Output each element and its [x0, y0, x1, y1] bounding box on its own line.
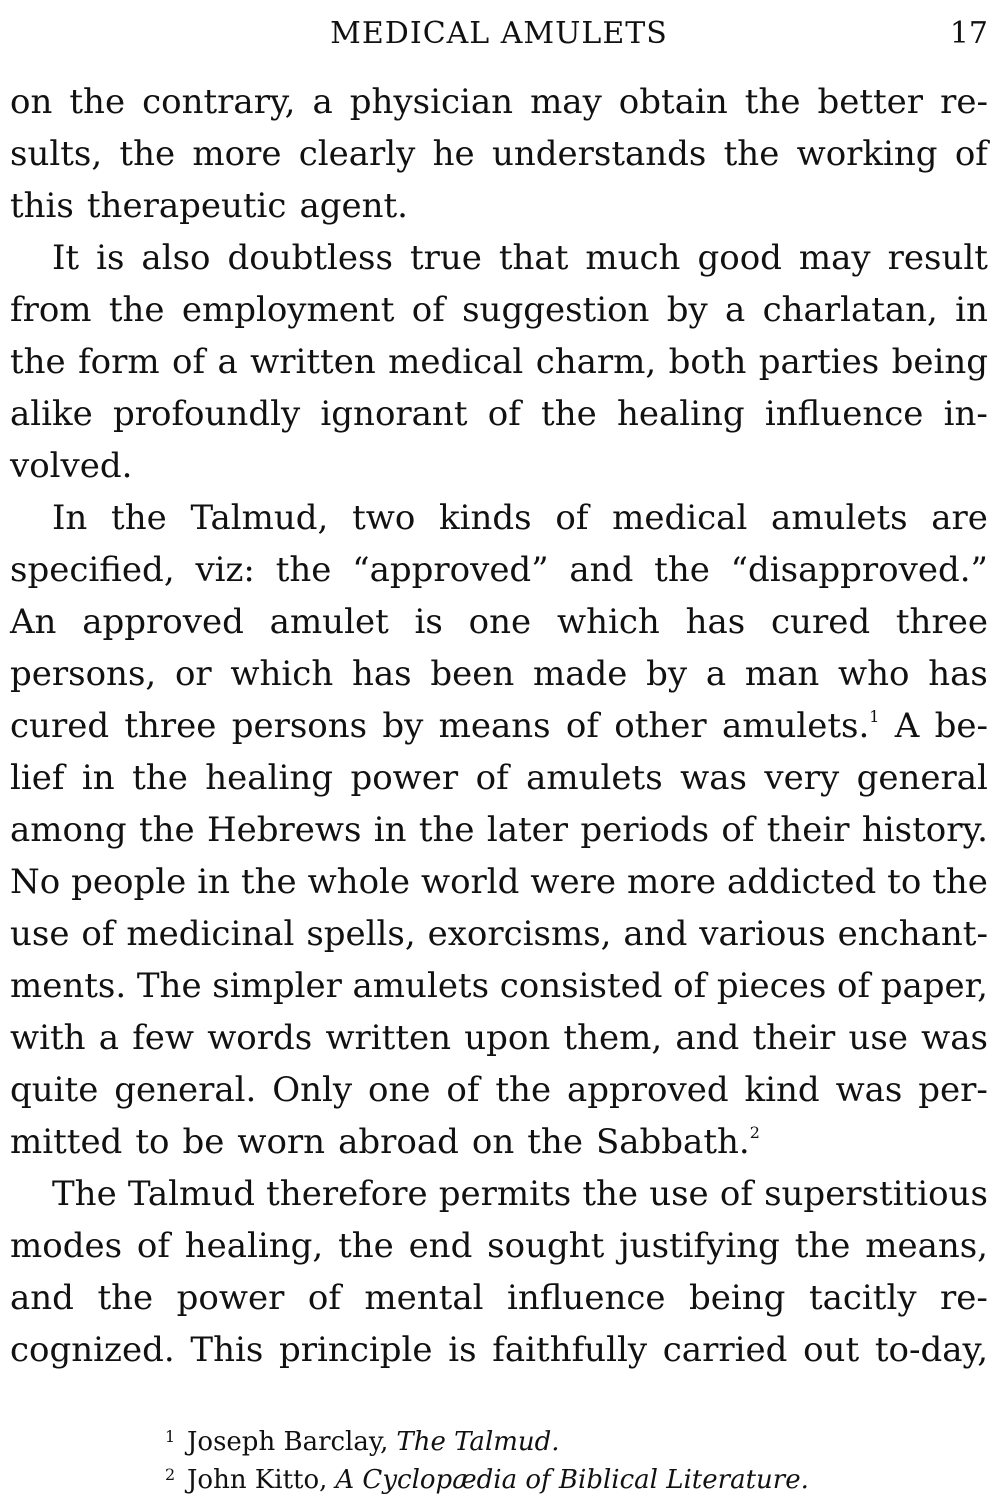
- word: amulets.$^1$: [721, 706, 880, 746]
- word: of: [475, 758, 509, 798]
- word: has: [685, 602, 746, 642]
- body-text: [10, 76, 988, 1376]
- word: is: [96, 238, 125, 278]
- text-line: [10, 1272, 988, 1324]
- word: modes: [10, 1226, 123, 1266]
- word: in: [955, 290, 988, 330]
- word: lief: [10, 758, 65, 798]
- word: other: [614, 706, 707, 746]
- word: the: [794, 1226, 851, 1266]
- word: of: [136, 1226, 170, 1266]
- word: by: [666, 290, 708, 330]
- word: general.: [114, 1070, 257, 1110]
- word: of: [307, 1278, 341, 1318]
- word: a: [725, 290, 746, 330]
- word: “approved”: [352, 550, 549, 590]
- word: Sabbath.$^2$: [595, 1122, 760, 1162]
- word: of: [411, 290, 445, 330]
- word: and: [675, 1018, 740, 1058]
- text-line: [10, 908, 988, 960]
- word: of: [836, 966, 871, 1006]
- word: by: [382, 706, 424, 746]
- word: No: [10, 862, 61, 902]
- word: being: [891, 342, 988, 382]
- text-line: [10, 1116, 988, 1168]
- word: the: [97, 1278, 154, 1318]
- word: In: [52, 498, 88, 538]
- text-line: [10, 596, 988, 648]
- word: the: [10, 342, 66, 382]
- word: faithfully: [492, 1330, 648, 1370]
- word: kinds: [439, 498, 532, 538]
- word: and: [10, 1278, 74, 1318]
- page-number: 17: [949, 16, 988, 51]
- word: of: [446, 1070, 480, 1110]
- word: history.: [861, 810, 988, 850]
- word: this: [10, 186, 74, 226]
- word: kind: [744, 1070, 820, 1110]
- word: of: [673, 966, 707, 1006]
- word: being: [689, 1278, 786, 1318]
- word: worn: [237, 1122, 326, 1162]
- word: influence: [764, 394, 924, 434]
- word: the: [119, 134, 176, 174]
- text-line: [10, 180, 988, 232]
- word: made: [532, 654, 628, 694]
- text-line: [10, 232, 988, 284]
- text-line: [10, 76, 988, 128]
- text-line: [10, 1012, 988, 1064]
- word: principle: [279, 1330, 433, 1370]
- word: alike: [10, 394, 93, 434]
- footnote: [165, 1418, 965, 1456]
- word: the: [138, 810, 195, 850]
- word: approved: [82, 602, 244, 642]
- word: end: [408, 1226, 473, 1266]
- word: medicinal: [126, 914, 295, 954]
- word: suggestion: [462, 290, 650, 330]
- word: to-day,: [874, 1330, 988, 1370]
- word: employment: [181, 290, 395, 330]
- word: of: [721, 810, 755, 850]
- running-head: MEDICAL AMULETS: [330, 16, 668, 51]
- word: the: [582, 1174, 639, 1214]
- word: profoundly: [112, 394, 301, 434]
- footnotes: [165, 1418, 965, 1494]
- word: their: [766, 810, 850, 850]
- word: cured: [10, 706, 110, 746]
- word: was: [680, 758, 747, 798]
- word: means,: [865, 1226, 988, 1266]
- word: mental: [364, 1278, 484, 1318]
- word: pieces: [716, 966, 827, 1006]
- word: of: [81, 914, 115, 954]
- word: contrary,: [142, 82, 296, 122]
- word: viz:: [195, 550, 255, 590]
- word: use: [10, 914, 70, 954]
- word: therapeutic: [86, 186, 287, 226]
- text-line: [10, 752, 988, 804]
- word: one: [368, 1070, 431, 1110]
- word: has: [928, 654, 988, 694]
- word: are: [931, 498, 988, 538]
- word: of: [565, 706, 599, 746]
- word: the: [418, 810, 475, 850]
- word: power: [176, 1278, 285, 1318]
- word: the: [108, 290, 165, 330]
- word: permits: [438, 1174, 572, 1214]
- word: that: [498, 238, 569, 278]
- word: true: [409, 238, 482, 278]
- word: upon: [464, 1018, 551, 1058]
- word: who: [838, 654, 910, 694]
- word: understands: [491, 134, 707, 174]
- word: persons: [231, 706, 368, 746]
- word: ments.: [10, 966, 127, 1006]
- text-line: [10, 492, 988, 544]
- word: by: [646, 654, 688, 694]
- word: of: [172, 342, 206, 382]
- word: the: [111, 498, 167, 538]
- word: The: [52, 1174, 117, 1214]
- word: specified,: [10, 550, 175, 590]
- word: which: [230, 654, 334, 694]
- word: few: [132, 1018, 195, 1058]
- word: power: [350, 758, 459, 798]
- text-line: [10, 440, 988, 492]
- word: use: [649, 1174, 709, 1214]
- text-line: [10, 336, 988, 388]
- word: whole: [307, 862, 411, 902]
- word: in: [197, 862, 231, 902]
- word: in: [373, 810, 407, 850]
- word: the: [495, 1070, 552, 1110]
- word: volved.: [10, 446, 133, 486]
- word: healing: [205, 758, 333, 798]
- word: more: [626, 862, 717, 902]
- word: the: [69, 82, 126, 122]
- word: also: [141, 238, 211, 278]
- word: Talmud,: [190, 498, 329, 538]
- word: A: [894, 706, 920, 746]
- word: paper,: [880, 966, 988, 1006]
- word: of: [487, 394, 521, 434]
- word: the: [654, 550, 710, 590]
- word: a: [705, 654, 727, 694]
- word: parties: [758, 342, 880, 382]
- word: approved: [566, 1070, 729, 1110]
- footnote-author: Joseph Barclay,: [187, 1427, 389, 1457]
- word: cured: [771, 602, 871, 642]
- word: therefore: [266, 1174, 428, 1214]
- word: in: [81, 758, 115, 798]
- word: spells,: [306, 914, 416, 954]
- word: them,: [563, 1018, 663, 1058]
- word: with: [10, 1018, 86, 1058]
- word: superstitious: [764, 1174, 988, 1214]
- word: amulets: [771, 498, 908, 538]
- footnote: [165, 1456, 965, 1494]
- word: to: [135, 1122, 170, 1162]
- page-header: [10, 10, 988, 58]
- word: re-: [940, 82, 988, 122]
- word: the: [132, 758, 188, 798]
- word: amulets: [526, 758, 663, 798]
- text-line: [10, 1220, 988, 1272]
- text-line: [10, 1168, 988, 1220]
- word: amulets: [352, 966, 490, 1006]
- book-page: [10, 0, 988, 1496]
- word: medical: [388, 342, 524, 382]
- word: good: [697, 238, 782, 278]
- text-line: [10, 1324, 988, 1376]
- word: the: [275, 550, 332, 590]
- word: and: [623, 914, 688, 954]
- word: or: [174, 654, 212, 694]
- word: is: [414, 602, 443, 642]
- word: the: [338, 1226, 394, 1266]
- word: form: [78, 342, 160, 382]
- word: the: [240, 862, 297, 902]
- word: of: [719, 1174, 753, 1214]
- word: abroad: [338, 1122, 459, 1162]
- word: be: [182, 1122, 225, 1162]
- word: healing: [616, 394, 745, 434]
- word: sought: [487, 1226, 605, 1266]
- word: charm,: [535, 342, 657, 382]
- word: cognized.: [10, 1330, 175, 1370]
- word: been: [430, 654, 515, 694]
- word: of: [555, 498, 589, 538]
- word: which: [556, 602, 660, 642]
- word: was: [835, 1070, 903, 1110]
- word: Talmud: [127, 1174, 255, 1214]
- word: per-: [918, 1070, 988, 1110]
- word: people: [71, 862, 187, 902]
- text-line: [10, 648, 988, 700]
- text-line: [10, 856, 988, 908]
- word: the: [932, 862, 988, 902]
- word: very: [764, 758, 840, 798]
- word: physician: [349, 82, 514, 122]
- word: of: [954, 134, 988, 174]
- word: tacitly: [808, 1278, 917, 1318]
- word: An: [10, 602, 57, 642]
- footnote-reference[interactable]: 1: [869, 707, 880, 726]
- text-line: [10, 284, 988, 336]
- word: words: [207, 1018, 313, 1058]
- text-line: [10, 128, 988, 180]
- word: exorcisms,: [427, 914, 612, 954]
- word: in-: [943, 394, 988, 434]
- word: two: [352, 498, 416, 538]
- word: both: [668, 342, 747, 382]
- word: simpler: [212, 966, 342, 1006]
- word: their: [752, 1018, 836, 1058]
- text-line: [10, 388, 988, 440]
- word: later: [486, 810, 569, 850]
- word: re-: [940, 1278, 988, 1318]
- word: written: [250, 342, 376, 382]
- footnote-title: The Talmud.: [396, 1427, 560, 1457]
- word: Hebrews: [206, 810, 362, 850]
- word: much: [585, 238, 681, 278]
- word: enchant-: [837, 914, 988, 954]
- word: result: [887, 238, 988, 278]
- word: It: [52, 238, 80, 278]
- word: use: [848, 1018, 908, 1058]
- word: the: [744, 82, 801, 122]
- word: one: [468, 602, 532, 642]
- word: healing,: [184, 1226, 324, 1266]
- word: carried: [662, 1330, 788, 1370]
- word: and: [569, 550, 634, 590]
- text-line: [10, 544, 988, 596]
- word: medical: [612, 498, 748, 538]
- word: the: [541, 394, 597, 434]
- word: Only: [272, 1070, 353, 1110]
- word: man: [744, 654, 820, 694]
- word: he: [432, 134, 475, 174]
- word: various: [699, 914, 826, 954]
- word: more: [192, 134, 282, 174]
- word: may: [798, 238, 871, 278]
- word: better: [817, 82, 924, 122]
- word: consisted: [499, 966, 663, 1006]
- word: working: [796, 134, 938, 174]
- word: quite: [10, 1070, 99, 1110]
- word: agent.: [299, 186, 408, 226]
- word: written: [325, 1018, 452, 1058]
- word: ignorant: [320, 394, 468, 434]
- word: charlatan,: [762, 290, 938, 330]
- word: three: [895, 602, 988, 642]
- text-line: [10, 700, 988, 752]
- word: is: [448, 1330, 477, 1370]
- word: The: [136, 966, 202, 1006]
- word: the: [723, 134, 780, 174]
- word: a: [312, 82, 333, 122]
- footnote-mark: 2: [165, 1465, 176, 1484]
- word: world: [420, 862, 520, 902]
- word: on: [471, 1122, 515, 1162]
- word: to: [887, 862, 922, 902]
- word: was: [921, 1018, 988, 1058]
- text-line: [10, 1064, 988, 1116]
- word: were: [530, 862, 616, 902]
- word: mitted: [10, 1122, 123, 1162]
- word: amulet: [269, 602, 389, 642]
- footnote-title: A Cyclopædia of Biblical Literature.: [335, 1465, 809, 1495]
- word: clearly: [298, 134, 416, 174]
- word: general: [856, 758, 988, 798]
- word: persons,: [10, 654, 157, 694]
- word: “disapproved.”: [730, 550, 988, 590]
- text-line: [10, 804, 988, 856]
- word: among: [10, 810, 127, 850]
- word: from: [10, 290, 92, 330]
- word: has: [351, 654, 412, 694]
- word: influence: [506, 1278, 666, 1318]
- word: doubtless: [227, 238, 393, 278]
- word: addicted: [726, 862, 877, 902]
- footnote-reference[interactable]: 2: [749, 1123, 760, 1142]
- word: obtain: [618, 82, 728, 122]
- text-line: [10, 960, 988, 1012]
- word: justifying: [619, 1226, 780, 1266]
- word: three: [124, 706, 217, 746]
- word: be-: [934, 706, 988, 746]
- word: sults,: [10, 134, 103, 174]
- word: periods: [580, 810, 710, 850]
- word: a: [217, 342, 238, 382]
- footnote-author: John Kitto,: [187, 1465, 328, 1495]
- word: a: [98, 1018, 120, 1058]
- word: on: [10, 82, 53, 122]
- footnote-mark: 1: [165, 1427, 176, 1446]
- word: means: [438, 706, 551, 746]
- word: out: [803, 1330, 860, 1370]
- word: the: [527, 1122, 583, 1162]
- word: may: [530, 82, 602, 122]
- word: This: [190, 1330, 264, 1370]
